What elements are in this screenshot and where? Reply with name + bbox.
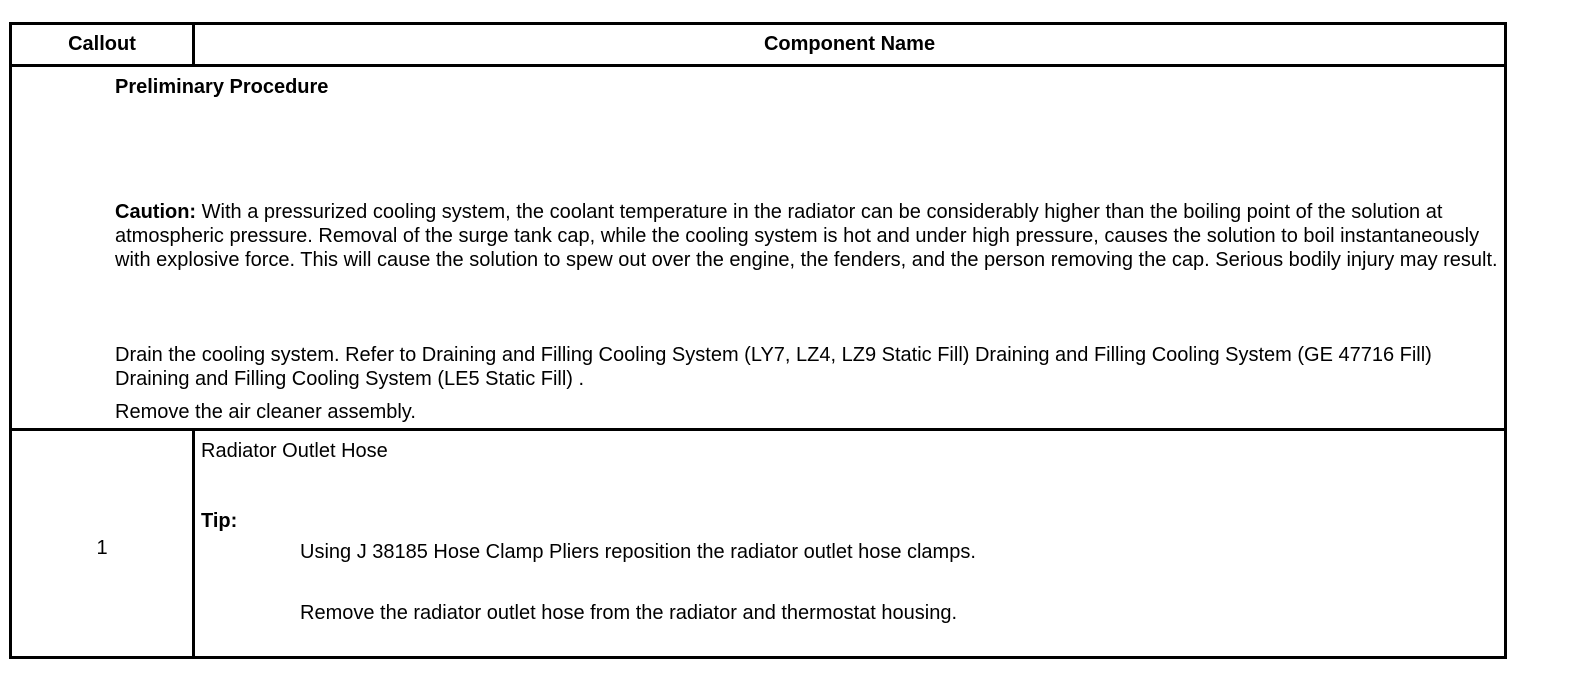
tip-label: Tip: <box>201 510 238 532</box>
component-name-column-header: Component Name <box>763 33 936 55</box>
preliminary-procedure-title: Preliminary Procedure <box>115 76 329 98</box>
caution-paragraph <box>115 200 1500 272</box>
remove-instruction: Remove the air cleaner assembly. <box>115 401 416 423</box>
table-header-row <box>12 25 1504 67</box>
table-row <box>12 431 1504 656</box>
procedure-table <box>9 22 1507 659</box>
caution-label: Caution: <box>115 201 197 223</box>
step-callout-number: 1 <box>12 431 195 656</box>
tip-line: Using J 38185 Hose Clamp Pliers reposition the radiator outlet hose clamps. <box>300 541 976 563</box>
caution-text: With a pressurized cooling system, the coolant temperature in the radiator can be considerably higher than the boiling point of the solution at atmospheric pressure. Removal of the surge tank cap, while the cooling system is hot and under high pressure, causes the solution to boil instantaneously with explosive force. This will cause the solution to spew out over the engine, the fenders, and the person removing the cap. Serious bodily injury may result. <box>115 201 1498 271</box>
drain-instruction: Drain the cooling system. Refer to Draining and Filling Cooling System (LY7, LZ4, LZ9 Static Fill) Draining and Filling Cooling System (GE 47716 Fill) Draining and Filling Cooling System (LE5 Static Fill) . <box>115 344 1432 390</box>
tip-line: Remove the radiator outlet hose from the radiator and thermostat housing. <box>300 602 958 624</box>
step-component-name: Radiator Outlet Hose <box>201 440 388 462</box>
callout-column-header: Callout <box>12 25 195 64</box>
preliminary-procedure-row <box>12 67 1504 431</box>
